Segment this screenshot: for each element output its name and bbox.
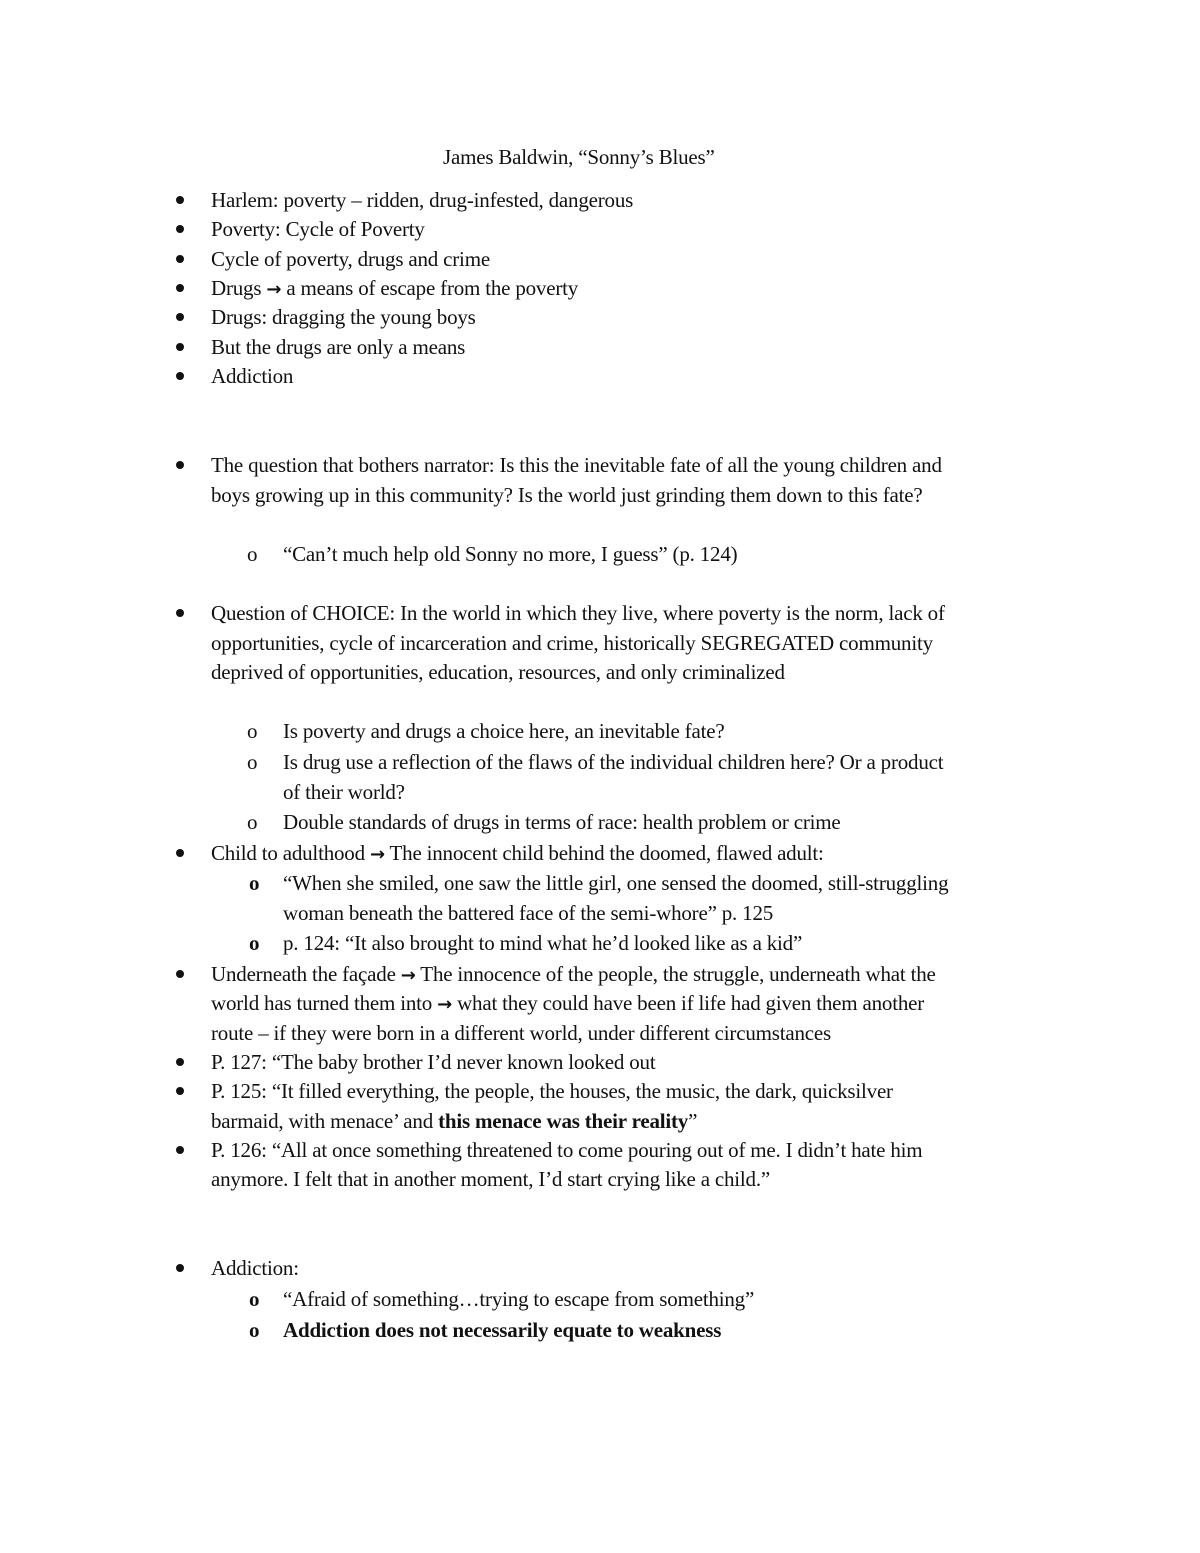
arrow-right-icon: → <box>400 965 416 986</box>
sub-item: Is poverty and drugs a choice here, an inevitable fate? <box>283 719 725 743</box>
list-item: Harlem: poverty – ridden, drug-infested, dangerous <box>211 188 634 212</box>
list-item: P. 125: “It filled everything, the people, the houses, the music, the dark, quicksilver <box>211 1079 893 1103</box>
bullet-icon <box>176 1146 184 1154</box>
bullet-icon <box>176 343 184 351</box>
bullet-icon <box>176 970 184 978</box>
sub-bullet-icon: o <box>247 542 258 566</box>
list-item: P. 126: “All at once something threatened to come pouring out of me. I didn’t hate him <box>211 1138 923 1162</box>
list-item: route – if they were born in a different world, under different circumstances <box>211 1021 832 1045</box>
list-item: Drugs: dragging the young boys <box>211 305 476 329</box>
arrow-right-icon: → <box>266 279 282 300</box>
sub-item: p. 124: “It also brought to mind what he’d looked like as a kid” <box>283 931 803 955</box>
list-item-text: Drugs <box>211 276 267 300</box>
sub-item: of their world? <box>283 780 405 804</box>
list-item: Poverty: Cycle of Poverty <box>211 217 425 241</box>
list-item-text: Underneath the façade <box>211 962 401 986</box>
sub-item: “When she smiled, one saw the little girl, one sensed the doomed, still-struggling <box>283 871 949 895</box>
choice-line: deprived of opportunities, education, resources, and only criminalized <box>211 660 785 684</box>
list-item-text: what they could have been if life had given them another <box>452 991 925 1015</box>
list-item <box>211 274 578 304</box>
list-item-text: barmaid, with menace’ and <box>211 1109 439 1133</box>
bullet-icon <box>176 1058 184 1066</box>
question-line: boys growing up in this community? Is the world just grinding them down to this fate? <box>211 483 923 507</box>
sub-bullet-icon: o <box>249 931 260 955</box>
list-item-text: The innocent child behind the doomed, flawed adult: <box>384 841 824 865</box>
sub-bullet-icon: o <box>249 871 260 895</box>
emphasis-text: this menace was their reality <box>438 1109 689 1133</box>
list-item: Addiction: <box>211 1256 299 1280</box>
list-item-text: world has turned them into <box>211 991 438 1015</box>
sub-item: Is drug use a reflection of the flaws of the individual children here? Or a product <box>283 750 944 774</box>
list-item: Cycle of poverty, drugs and crime <box>211 247 490 271</box>
question-line: The question that bothers narrator: Is this the inevitable fate of all the young children and <box>211 453 942 477</box>
sub-bullet-icon: o <box>249 1318 260 1342</box>
sub-bullet-icon: o <box>249 1287 260 1311</box>
list-item: anymore. I felt that in another moment, I’d start crying like a child.” <box>211 1167 771 1191</box>
list-item-text: ” <box>688 1109 698 1133</box>
list-item: But the drugs are only a means <box>211 335 466 359</box>
sub-item: “Afraid of something…trying to escape from something” <box>283 1287 755 1311</box>
list-item-text: Child to adulthood <box>211 841 370 865</box>
bullet-icon <box>176 461 184 469</box>
sub-item: Double standards of drugs in terms of race: health problem or crime <box>283 810 841 834</box>
bullet-icon <box>176 609 184 617</box>
sub-bullet-icon: o <box>247 719 258 743</box>
bullet-icon <box>176 225 184 233</box>
arrow-right-icon: → <box>369 844 385 865</box>
bullet-icon <box>176 372 184 380</box>
arrow-right-icon: → <box>437 994 453 1015</box>
sub-item: Addiction does not necessarily equate to weakness <box>283 1318 722 1342</box>
bullet-icon <box>176 313 184 321</box>
list-item <box>211 960 936 990</box>
choice-line: Question of CHOICE: In the world in which they live, where poverty is the norm, lack of <box>211 601 945 625</box>
choice-line: opportunities, cycle of incarceration and crime, historically SEGREGATED community <box>211 631 933 655</box>
list-item-text: a means of escape from the poverty <box>281 276 579 300</box>
bullet-icon <box>176 196 184 204</box>
sub-item: woman beneath the battered face of the semi-whore” p. 125 <box>283 901 774 925</box>
list-item: Addiction <box>211 364 294 388</box>
bullet-icon <box>176 1087 184 1095</box>
list-item <box>211 1107 697 1136</box>
bullet-icon <box>176 255 184 263</box>
list-item <box>211 989 924 1019</box>
bullet-icon <box>176 1264 184 1272</box>
list-item <box>211 839 824 869</box>
bullet-icon <box>176 849 184 857</box>
sub-bullet-icon: o <box>247 810 258 834</box>
page-title: James Baldwin, “Sonny’s Blues” <box>443 145 715 169</box>
list-item: P. 127: “The baby brother I’d never known looked out <box>211 1050 656 1074</box>
sub-item: “Can’t much help old Sonny no more, I guess” (p. 124) <box>283 542 738 566</box>
list-item-text: The innocence of the people, the struggle, underneath what the <box>415 962 936 986</box>
bullet-icon <box>176 284 184 292</box>
sub-bullet-icon: o <box>247 750 258 774</box>
